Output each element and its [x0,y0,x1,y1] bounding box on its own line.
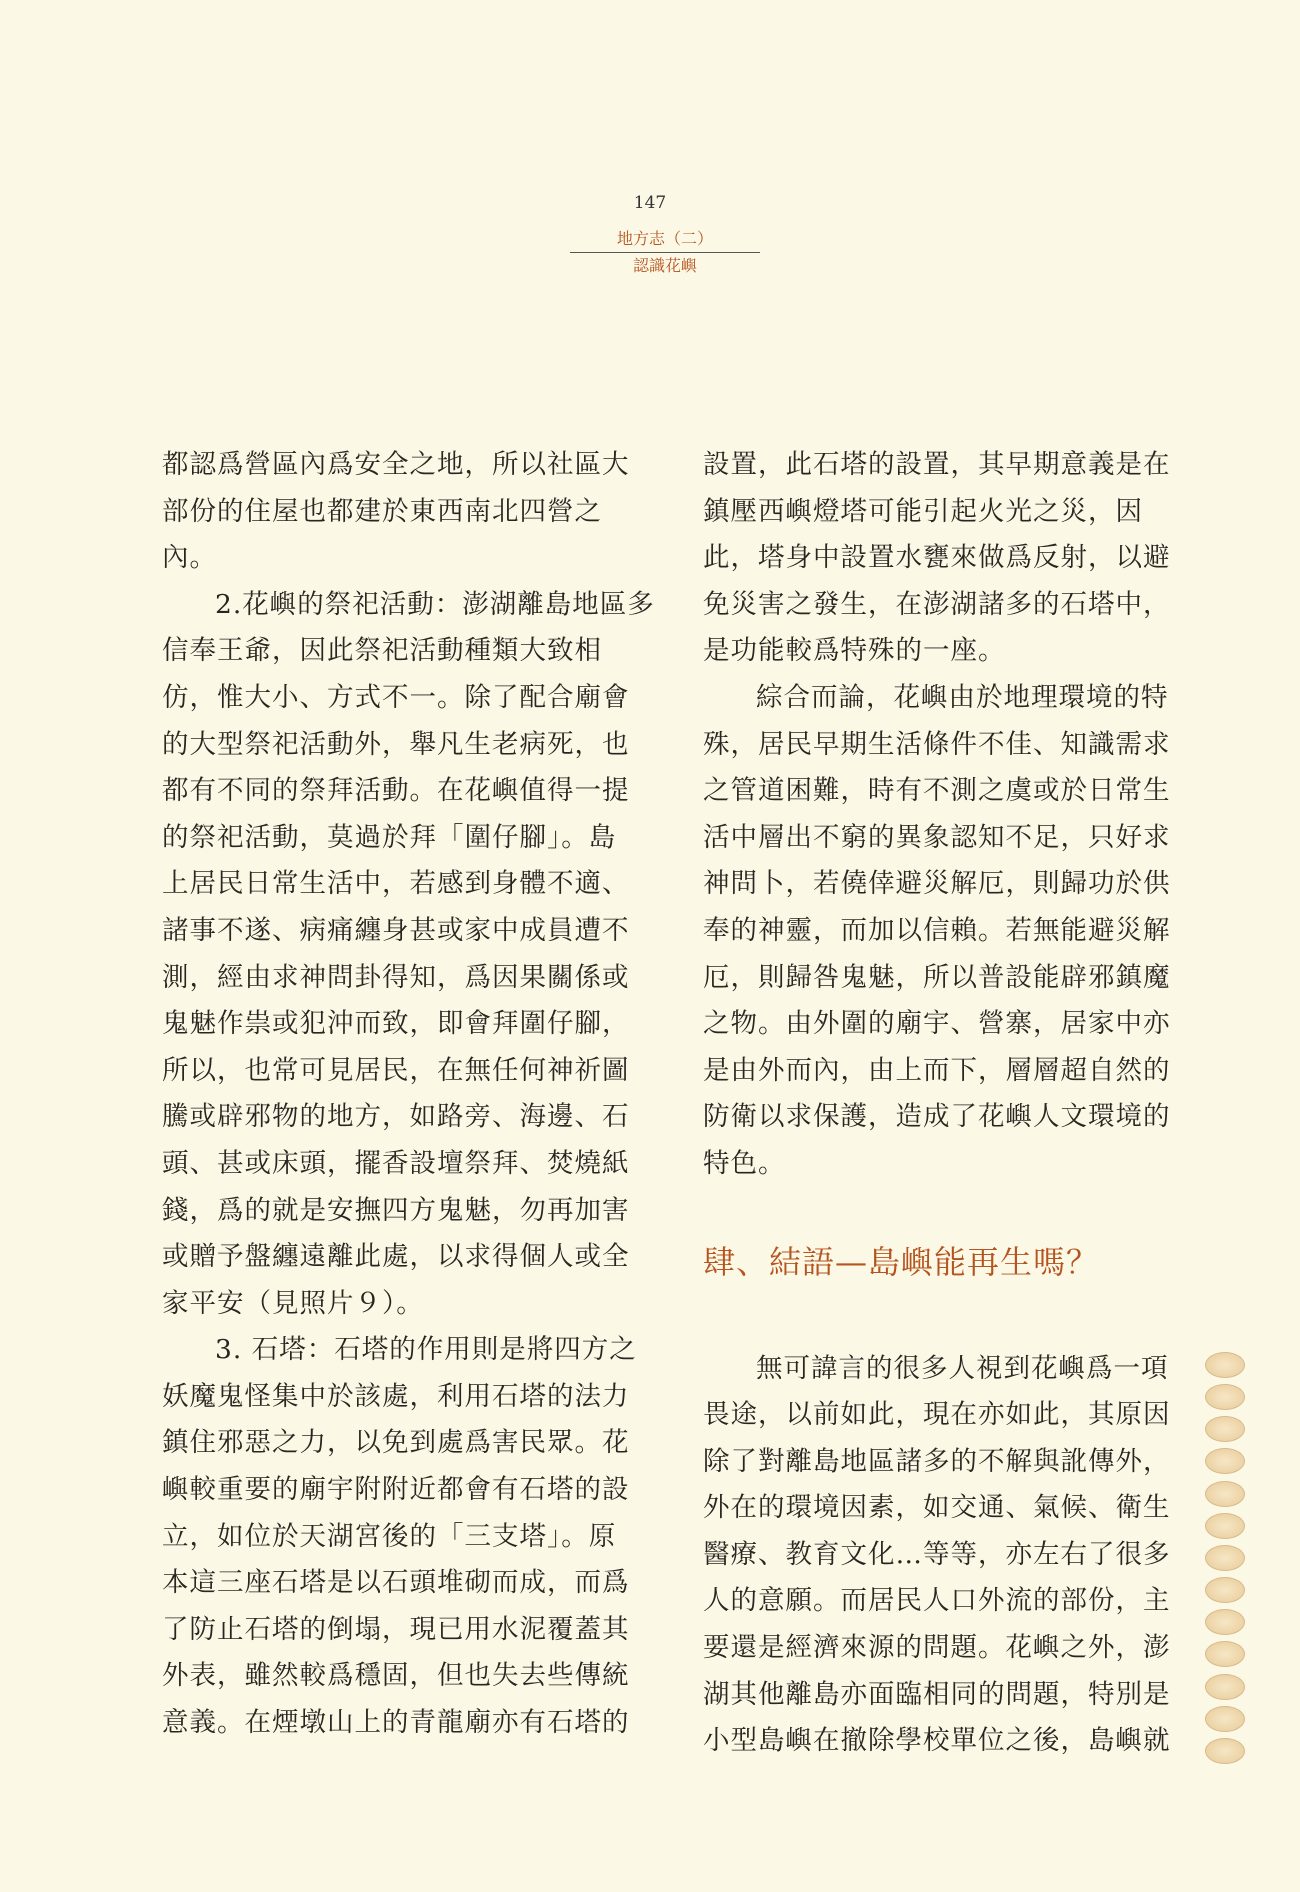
text-line: 2.花嶼的祭祀活動：澎湖離島地區多 [215,588,655,620]
text-line: 是功能較爲特殊的一座。 [703,635,1006,667]
ornament-medallion [1205,1738,1245,1764]
text-line: 畏途，以前如此，現在亦如此，其原因 [703,1399,1171,1431]
text-line: 厄，則歸咎鬼魅，所以普設能辟邪鎮魔 [703,961,1171,993]
text-line: 防衛以求保護，造成了花嶼人文環境的 [703,1101,1171,1133]
text-line: 仿，惟大小、方式不一。除了配合廟會 [162,681,630,713]
text-line: 綜合而論，花嶼由於地理環境的特 [756,681,1169,713]
side-ornament-strip [1202,1352,1248,1764]
text-line: 設置，此石塔的設置，其早期意義是在 [703,449,1171,480]
ornament-medallion [1205,1481,1245,1507]
right-column-part-b [703,1346,1178,1765]
text-line: 鎮住邪惡之力，以免到處爲害民眾。花 [162,1427,630,1459]
ornament-medallion [1205,1641,1245,1667]
text-line: 之管道困難，時有不測之虞或於日常生 [703,775,1171,807]
left-column [162,442,655,1747]
text-line: 信奉王爺，因此祭祀活動種類大致相 [162,635,602,667]
text-line: 嶼較重要的廟宇附附近都會有石塔的設 [162,1474,630,1506]
ornament-medallion [1205,1352,1245,1378]
right-column-part-a [703,442,1178,1188]
text-line: 是由外而內，由上而下，層層超自然的 [703,1054,1171,1086]
text-line: 活中層出不窮的異象認知不足，只好求 [703,821,1171,853]
ornament-medallion [1205,1706,1245,1732]
running-head-title: 認識花嶼 [632,256,697,275]
text-line: 要還是經濟來源的問題。花嶼之外，澎 [703,1632,1171,1664]
text-line: 鬼魅作祟或犯沖而致，即會拜圍仔腳， [162,1008,630,1040]
text-line: 3. 石塔：石塔的作用則是將四方之 [215,1334,637,1366]
text-line: 此，塔身中設置水甕來做爲反射，以避 [703,542,1171,574]
text-line: 殊，居民早期生活條件不佳、知識需求 [703,728,1171,760]
text-line: 特色。 [703,1147,786,1179]
text-line: 湖其他離島亦面臨相同的問題，特別是 [703,1678,1171,1710]
text-line: 免災害之發生，在澎湖諸多的石塔中， [703,588,1171,620]
text-line: 所以，也常可見居民，在無任何神祈圖 [162,1054,630,1086]
ornament-medallion [1205,1416,1245,1442]
text-line: 人的意願。而居民人口外流的部份，主 [703,1585,1171,1617]
page-number: 147 [633,193,667,213]
text-line: 神問卜，若僥倖避災解厄，則歸功於供 [703,868,1171,900]
right-column [703,442,1178,1765]
ornament-medallion [1205,1609,1245,1635]
text-line: 錢，爲的就是安撫四方鬼魅，勿再加害 [162,1194,630,1226]
running-head-series: 地方志（二） [616,229,713,248]
text-line: 小型島嶼在撤除學校單位之後，島嶼就 [703,1725,1171,1757]
text-line: 無可諱言的很多人視到花嶼爲一項 [756,1352,1169,1384]
text-line: 諸事不遂、病痛纏身甚或家中成員遭不 [162,914,630,946]
text-line: 鎮壓西嶼燈塔可能引起火光之災，因 [703,495,1143,527]
text-line: 醫療、教育文化…等等，亦左右了很多 [703,1538,1171,1570]
text-line: 之物。由外圍的廟宇、營寨，居家中亦 [703,1008,1171,1040]
text-line: 除了對離島地區諸多的不解與訛傳外， [703,1445,1171,1477]
text-line: 立，如位於天湖宮後的「三支塔」。原 [162,1520,617,1552]
text-line: 的大型祭祀活動外，舉凡生老病死，也 [162,728,630,760]
ornament-medallion [1205,1513,1245,1539]
text-line: 內。 [162,542,217,574]
text-line: 部份的住屋也都建於東西南北四營之 [162,495,602,527]
text-line: 了防止石塔的倒塌，現已用水泥覆蓋其 [162,1613,630,1645]
text-line: 本這三座石塔是以石頭堆砌而成，而爲 [162,1567,630,1599]
text-line: 上居民日常生活中，若感到身體不適、 [162,868,630,900]
text-line: 騰或辟邪物的地方，如路旁、海邊、石 [162,1101,630,1133]
text-line: 都有不同的祭拜活動。在花嶼值得一提 [162,775,630,807]
ornament-medallion [1205,1448,1245,1474]
text-line: 都認爲營區內爲安全之地，所以社區大 [162,449,630,480]
ornament-medallion [1205,1674,1245,1700]
text-line: 意義。在煙墩山上的青龍廟亦有石塔的 [162,1707,630,1739]
text-line: 外表，雖然較爲穩固，但也失去些傳統 [162,1660,630,1692]
text-line: 或贈予盤纏遠離此處，以求得個人或全 [162,1241,630,1273]
text-line: 測，經由求神問卦得知，爲因果關係或 [162,961,630,993]
running-head [565,226,765,279]
text-line: 頭、甚或床頭，擺香設壇祭拜、焚燒紙 [162,1147,630,1179]
text-line: 的祭祀活動，莫過於拜「圍仔腳」。島 [162,821,617,853]
text-line: 家平安（見照片９）。 [162,1287,424,1319]
text-line: 外在的環境因素，如交通、氣候、衛生 [703,1492,1171,1524]
ornament-medallion [1205,1545,1245,1571]
section-heading: 肆、結語—島嶼能再生嗎？ [703,1242,1100,1281]
ornament-medallion [1205,1384,1245,1410]
ornament-medallion [1205,1577,1245,1603]
text-line: 妖魔鬼怪集中於該處，利用石塔的法力 [162,1380,630,1412]
text-line: 奉的神靈，而加以信賴。若無能避災解 [703,914,1171,946]
